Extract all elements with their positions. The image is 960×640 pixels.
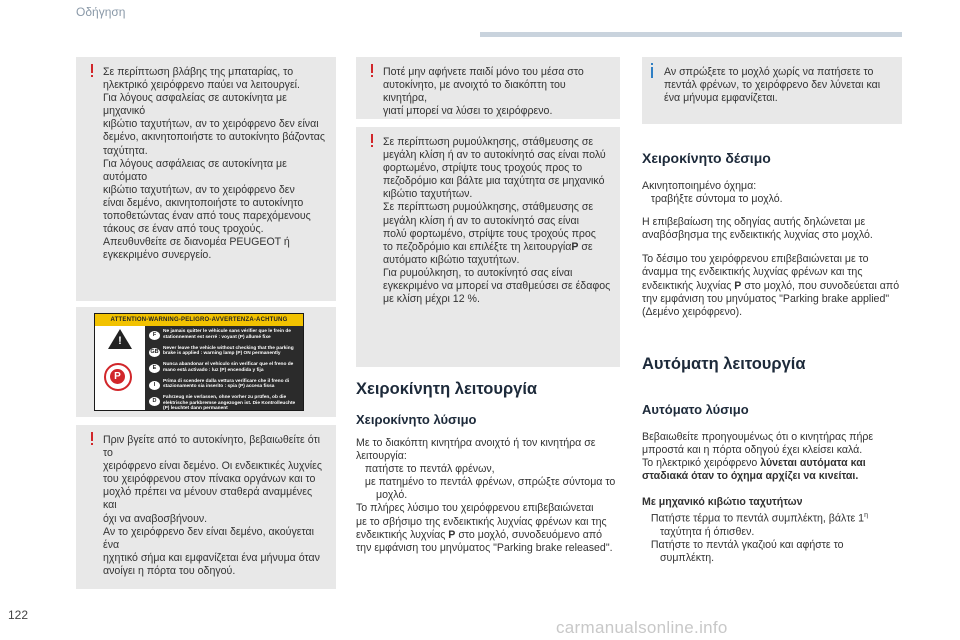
text-line: Αν το χειρόφρενο δεν είναι δεμένο, ακούγεται ένα (103, 525, 314, 551)
language-flag-icon: E (149, 364, 160, 373)
warning-text (103, 66, 328, 262)
warning-label-card (94, 313, 304, 411)
text-line: με κλίση μέχρι 12 %. (383, 293, 480, 306)
header-bar (480, 32, 902, 37)
release-bullet: πατήστε το πεντάλ φρένων, (364, 463, 495, 476)
apply-para-line: Το δέσιμο του χειρόφρενου επιβεβαιώνεται με το (642, 253, 869, 266)
warning-box-leaving-vehicle (76, 425, 336, 589)
manual-gearbox-bullet-cont: συμπλέκτη. (660, 552, 715, 565)
text-line: αυτοκίνητο, με ανοιχτό το διακόπτη του κινητήρα, (383, 79, 566, 105)
heading-manual-operation: Χειροκίνητη λειτουργία (356, 380, 538, 398)
heading-manual-apply: Χειροκίνητο δέσιμο (642, 150, 771, 166)
release-outro-line: με το σβήσιμο της ενδεικτικής λυχνίας φρένων και της (356, 515, 607, 528)
text-line: πεντάλ φρένων, το χειρόφρενο δεν λύνεται και (664, 79, 881, 92)
triangle-exclamation: ! (118, 335, 122, 347)
manual-gearbox-bullet-cont: ταχύτητα ή όπισθεν. (660, 526, 755, 539)
info-text (664, 66, 894, 105)
text-line: του χειρόφρενου στον πίνακα οργάνων και το (103, 473, 316, 486)
apply-para-line: (Δεμένο χειρόφρενο). (642, 305, 743, 318)
label-row-text: Prima di scendere dalla vettura verificare che il freno di stazionamento sia inserito : spia (P) accesa fissa (163, 378, 290, 390)
text-line: κιβώτιο ταχυτήτων, αν το χειρόφρενο δεν (103, 183, 295, 196)
text-line: εγκεκριμένο να μπορεί να σταθμεύσει σε έδαφος (383, 280, 611, 293)
text-line: Απευθυνθείτε σε διανομέα PEUGEOT ή (103, 236, 290, 249)
label-symbol-panel (95, 326, 145, 410)
text-line: αυτόματο κιβώτιο ταχυτήτων. (383, 253, 520, 266)
text-line: ένα μήνυμα εμφανίζεται. (664, 92, 778, 105)
text-line: χειρόφρενο είναι δεμένο. Οι ενδεικτικές λυχνίες (103, 460, 322, 473)
text-line: ηχητικό σήμα και εμφανίζεται ένα μήνυμα όταν (103, 551, 320, 564)
text-line: ηλεκτρικό χειρόφρενο παύει να λειτουργεί. (103, 79, 300, 92)
text-line: μεγάλη κλίση ή αν το αυτοκίνητό σας είναι (383, 214, 580, 227)
text-line: Πριν βγείτε από το αυτοκίνητο, βεβαιωθείτε ότι το (103, 434, 320, 460)
label-row-text: Ne jamais quitter le véhicule sans vérifier que le frein de stationnement est serré : voyant (P) allumé fixe (163, 329, 291, 340)
label-language-rows (149, 329, 301, 412)
release-bullet: με πατημένο το πεντάλ φρένων, σπρώξτε σύντομα το μοχλό. (364, 476, 616, 502)
text-line: γιατί μπορεί να λύσει το χειρόφρενο. (383, 105, 553, 118)
text-line: δεμένο, ακινητοποιήστε το αυτοκίνητο βάζοντας (103, 131, 326, 144)
text-line: Σε περίπτωση ρυμούλκησης, στάθμευσης σε (383, 201, 594, 214)
text-line: Αν σπρώξετε το μοχλό χωρίς να πατήσετε το (664, 66, 874, 78)
text-line: Για λόγους ασφάλειας σε αυτοκίνητα με αυτόματο (103, 157, 287, 183)
warning-icon (371, 134, 373, 143)
release-outro-line: Το πλήρες λύσιμο του χειρόφρενου επιβεβαιώνεται (356, 502, 594, 515)
text-line: είναι δεμένο, ακινητοποιήστε το αυτοκίνητο (103, 196, 304, 209)
watermark: carmanualsonline.info (556, 618, 728, 637)
language-flag-icon: I (149, 381, 160, 390)
text-line: το πεζοδρόμιο και επιλέξτε τη λειτουργίαP σε (383, 240, 593, 253)
text-line: Ποτέ μην αφήνετε παιδί μόνο του μέσα στο (383, 66, 584, 78)
apply-para-line: την εμφάνιση του μηνύματος "Parking brake applied" (642, 292, 890, 305)
text-line: ανοίγει η πόρτα του οδηγού. (103, 564, 236, 577)
warning-box-child (356, 57, 620, 119)
text-line: τοποθετώντας έναν από τους παρεχόμενους (103, 210, 311, 223)
label-row (149, 329, 301, 346)
page-header-title: Οδήγηση (76, 5, 126, 19)
warning-icon (371, 64, 373, 73)
parking-warning-label-figure (76, 307, 336, 417)
text-line: τάκους σε έναν από τους τροχούς. (103, 223, 264, 236)
apply-para-line: ενδεικτικής λυχνίας P στο μοχλό, που συνοδεύεται από (642, 279, 900, 292)
text-line: κιβώτιο ταχυτήτων. (383, 188, 473, 201)
manual-gearbox-heading: Με μηχανικό κιβώτιο ταχυτήτων (642, 496, 803, 509)
text-line: Σε περίπτωση βλάβης της μπαταρίας, το (103, 66, 294, 78)
text-line: μεγάλη κλίση ή αν το αυτοκίνητό σας είναι πολύ (383, 149, 606, 162)
heading-automatic-operation: Αυτόματη λειτουργία (642, 355, 806, 373)
manual-release-text (356, 437, 620, 555)
warning-text (103, 434, 328, 578)
apply-intro: Ακινητοποιημένο όχημα: (642, 180, 757, 192)
apply-bullet: τραβήξτε σύντομα το μοχλό. (650, 193, 783, 206)
text-line: Για λόγους ασφαλείας σε αυτοκίνητα με μηχανικό (103, 92, 287, 118)
label-row-text: Fahrzeug nie verlassen, ohne vorher zu prüfen, ob die elektrische parkbremse angezogen ist. Die Kontrolleuchte (P) leuchtet dann permanent (163, 395, 296, 412)
info-icon (651, 63, 653, 65)
language-flag-icon: F (149, 331, 160, 340)
page-number: 122 (8, 608, 29, 622)
label-row-text: Nunca abandonar el vehículo sin verificar que el freno de mano está activado : luz (P) encendida y fija (163, 362, 294, 373)
label-row (149, 362, 301, 379)
apply-para-line: άναμμα της ενδεικτικής λυχνίας φρένων και της (642, 266, 863, 279)
auto-line: σταδιακά όταν το όχημα αρχίζει να κινείται. (642, 470, 859, 483)
warning-box-towing (356, 127, 620, 367)
text-line: Για ρυμούλκηση, το αυτοκίνητό σας είναι (383, 266, 573, 279)
language-flag-icon: D (149, 397, 160, 406)
release-intro-line: Με το διακόπτη κινητήρα ανοιχτό ή τον κινητήρα σε (356, 437, 596, 449)
label-row (149, 346, 301, 363)
warning-icon (91, 432, 93, 441)
language-flag-icon: GB (150, 348, 159, 355)
apply-confirm-line: Η επιβεβαίωση της οδηγίας αυτής δηλώνεται με (642, 216, 866, 229)
warning-box-battery (76, 57, 336, 301)
heading-manual-release: Χειροκίνητο λύσιμο (356, 412, 477, 427)
info-box (642, 57, 902, 124)
text-line: όχι να αναβοσβήνουν. (103, 512, 208, 525)
auto-line: μπροστά και η πόρτα οδηγού έχει κλείσει καλά. (642, 444, 863, 457)
text-line: ταχύτητα. (103, 144, 148, 157)
parking-brake-letter: P (110, 369, 125, 384)
text-line: φορτωμένο, στρίψτε τους τροχούς προς το (383, 162, 583, 175)
manual-gearbox-bullet: Πατήστε το πεντάλ γκαζιού και αφήστε το (650, 539, 844, 552)
auto-line: Βεβαιωθείτε προηγουμένως ότι ο κινητήρας πήρε (642, 431, 874, 443)
parking-brake-icon (104, 363, 132, 391)
release-outro-line: την εμφάνιση του μηνύματος "Parking brake released". (356, 541, 613, 554)
text-line: πολύ φορτωμένο, στρίψτε τους τροχούς προς (383, 227, 596, 240)
automatic-release-text (642, 431, 904, 565)
label-row-text: Never leave the vehicle without checking that the parking brake is applied : warning lamp (P) ON permanently (163, 345, 294, 357)
apply-confirm-line: αναβόσβησμα της ενδεικτικής λυχνίας στο μοχλό. (642, 229, 873, 242)
text-line: Σε περίπτωση ρυμούλκησης, στάθμευσης σε (383, 136, 594, 148)
warning-text (383, 136, 612, 306)
label-row (149, 379, 301, 396)
text-line: εγκεκριμένο συνεργείο. (103, 249, 212, 262)
text-line: κιβώτιο ταχυτήτων, αν το χειρόφρενο δεν είναι (103, 118, 319, 131)
heading-automatic-release: Αυτόματο λύσιμο (642, 402, 749, 417)
manual-gearbox-bullet: Πατήστε τέρμα το πεντάλ συμπλέκτη, βάλτε $1^\eta$ (650, 512, 868, 525)
manual-apply-text (642, 180, 904, 319)
release-intro-line: λειτουργία: (356, 450, 407, 463)
release-outro-line: ενδεικτικής λυχνίας P στο μοχλό, συνοδευόμενο από (356, 528, 603, 541)
text-line: μοχλό πρέπει να μένουν σταθερά αναμμένες και (103, 486, 313, 512)
text-line: πεζοδρόμιο και βάλτε μια ταχύτητα σε μηχανικό (383, 175, 605, 188)
label-header: ATTENTION-WARNING-PELIGRO-AVVERTENZA-ACHTUNG (95, 314, 303, 326)
warning-text (383, 66, 612, 118)
label-row (149, 395, 301, 412)
warning-icon (91, 64, 93, 73)
auto-line: Το ηλεκτρικό χειρόφρενο λύνεται αυτόματα και (642, 457, 866, 470)
